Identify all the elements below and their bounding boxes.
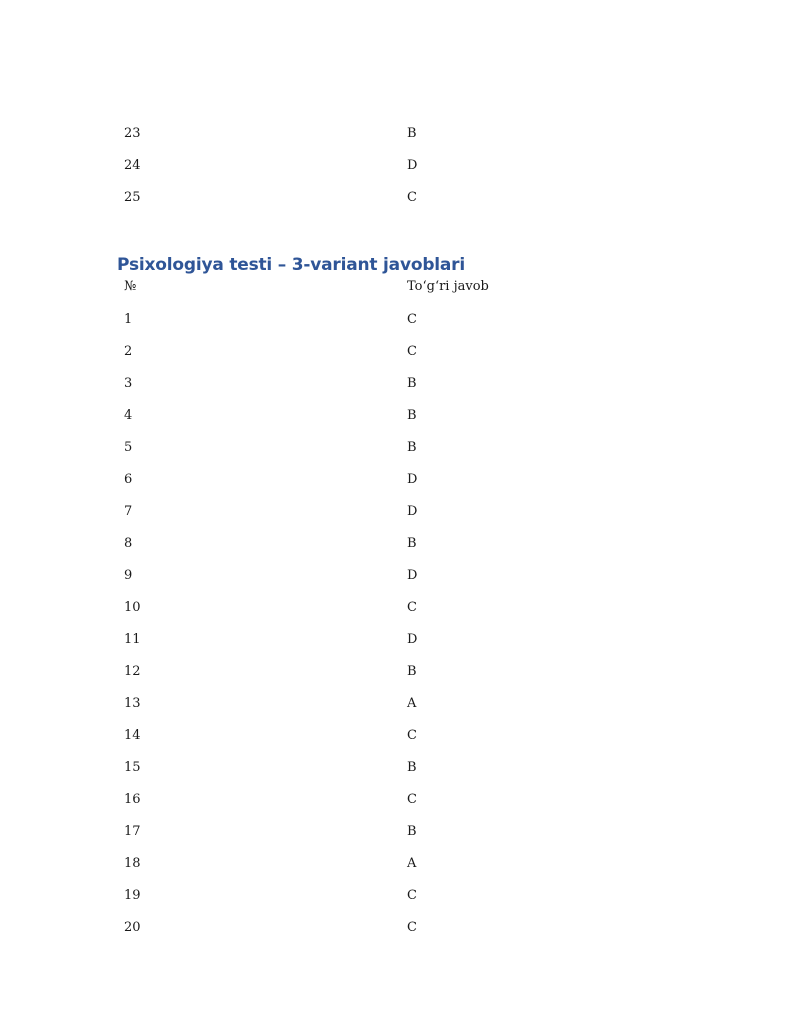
answer-letter: C bbox=[407, 920, 417, 935]
section-heading: Psixologiya testi – 3-variant javoblari bbox=[117, 255, 465, 275]
table-row bbox=[0, 758, 800, 778]
question-number: 9 bbox=[124, 568, 133, 583]
question-number: 10 bbox=[124, 600, 141, 615]
question-number: 12 bbox=[124, 664, 141, 679]
table-row bbox=[0, 726, 800, 746]
table-row bbox=[0, 534, 800, 554]
question-number: 8 bbox=[124, 536, 133, 551]
table-row bbox=[0, 886, 800, 906]
question-number: 17 bbox=[124, 824, 141, 839]
question-number: 2 bbox=[124, 344, 133, 359]
answer-letter: B bbox=[407, 408, 417, 423]
answer-letter: B bbox=[407, 126, 417, 141]
answer-letter: C bbox=[407, 312, 417, 327]
table-row bbox=[0, 822, 800, 842]
answer-letter: A bbox=[407, 856, 417, 871]
table-row bbox=[0, 662, 800, 682]
answer-letter: B bbox=[407, 440, 417, 455]
question-number: 11 bbox=[124, 632, 141, 647]
question-number: 18 bbox=[124, 856, 141, 871]
table-row bbox=[0, 854, 800, 874]
answer-letter: D bbox=[407, 158, 418, 173]
answer-letter: B bbox=[407, 664, 417, 679]
question-number: 19 bbox=[124, 888, 141, 903]
prev-table-row bbox=[0, 156, 800, 176]
question-number: 14 bbox=[124, 728, 141, 743]
question-number: 23 bbox=[124, 126, 141, 141]
table-row bbox=[0, 374, 800, 394]
answer-letter: C bbox=[407, 728, 417, 743]
answer-letter: B bbox=[407, 824, 417, 839]
question-number: 20 bbox=[124, 920, 141, 935]
answer-letter: B bbox=[407, 536, 417, 551]
question-number: 6 bbox=[124, 472, 133, 487]
table-row bbox=[0, 790, 800, 810]
answer-letter: D bbox=[407, 632, 418, 647]
question-number: 15 bbox=[124, 760, 141, 775]
answer-letter: C bbox=[407, 190, 417, 205]
table-row bbox=[0, 918, 800, 938]
prev-table-row bbox=[0, 124, 800, 144]
table-row bbox=[0, 310, 800, 330]
table-row bbox=[0, 470, 800, 490]
answer-letter: B bbox=[407, 376, 417, 391]
answer-letter: B bbox=[407, 760, 417, 775]
answer-letter: A bbox=[407, 696, 417, 711]
answer-letter: C bbox=[407, 888, 417, 903]
number-column-header: № bbox=[124, 279, 137, 294]
table-row bbox=[0, 694, 800, 714]
answer-letter: D bbox=[407, 568, 418, 583]
answer-letter: C bbox=[407, 792, 417, 807]
table-row bbox=[0, 438, 800, 458]
answer-letter: C bbox=[407, 600, 417, 615]
table-row bbox=[0, 630, 800, 650]
answer-letter: D bbox=[407, 472, 418, 487]
answer-column-header: To‘g‘ri javob bbox=[407, 279, 489, 294]
table-row bbox=[0, 406, 800, 426]
question-number: 7 bbox=[124, 504, 133, 519]
table-row bbox=[0, 342, 800, 362]
table-header-row bbox=[0, 277, 800, 297]
answer-letter: C bbox=[407, 344, 417, 359]
question-number: 4 bbox=[124, 408, 133, 423]
question-number: 5 bbox=[124, 440, 133, 455]
question-number: 16 bbox=[124, 792, 141, 807]
table-row bbox=[0, 566, 800, 586]
question-number: 3 bbox=[124, 376, 133, 391]
question-number: 1 bbox=[124, 312, 133, 327]
question-number: 13 bbox=[124, 696, 141, 711]
question-number: 25 bbox=[124, 190, 141, 205]
table-row bbox=[0, 598, 800, 618]
table-row bbox=[0, 502, 800, 522]
question-number: 24 bbox=[124, 158, 141, 173]
answer-letter: D bbox=[407, 504, 418, 519]
prev-table-row bbox=[0, 188, 800, 208]
